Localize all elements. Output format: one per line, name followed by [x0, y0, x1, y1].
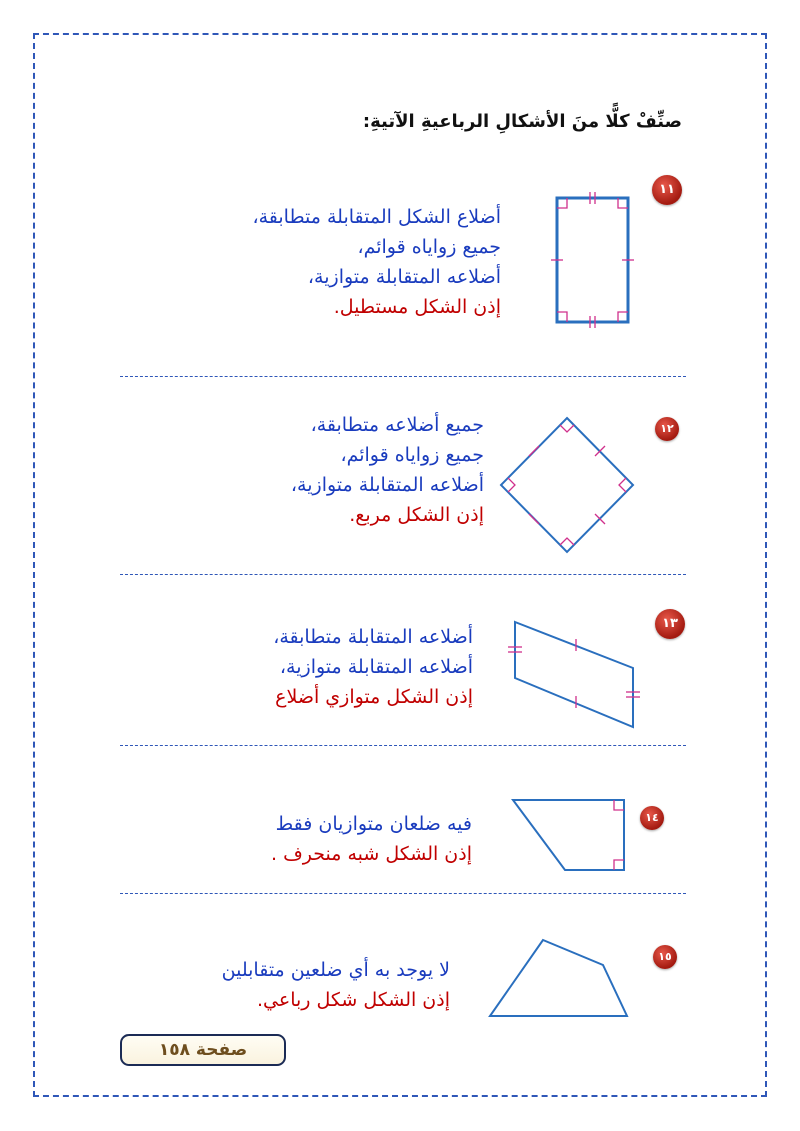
rectangle-figure	[540, 180, 640, 330]
answer-line: جميع أضلاعه متطابقة،	[310, 414, 484, 436]
answer-line: جميع زواياه قوائم،	[340, 444, 484, 466]
exercise-number-badge: ١١	[652, 175, 682, 205]
square-figure	[495, 410, 645, 560]
exercise-number-badge: ١٢	[655, 417, 679, 441]
answer-block	[273, 622, 473, 712]
answer-line: أضلاعه المتقابلة متوازية،	[279, 656, 473, 678]
section-divider	[120, 893, 686, 894]
answer-block	[252, 202, 501, 322]
answer-line: جميع زواياه قوائم،	[357, 236, 501, 258]
exercise-number-badge: ١٥	[653, 945, 677, 969]
answer-conclusion: إذن الشكل متوازي أضلاع	[275, 686, 473, 708]
instruction-heading: صنِّفْ كلًّا منَ الأشكالِ الرباعيةِ الآتيةِ:	[362, 111, 682, 132]
answer-line: لا يوجد به أي ضلعين متقابلين	[221, 959, 450, 981]
section-divider	[120, 574, 686, 575]
answer-block	[291, 410, 484, 530]
exercise-number-badge: ١٣	[655, 609, 685, 639]
quadrilateral-figure	[485, 935, 635, 1020]
page-number-label: صفحة ١٥٨	[120, 1034, 286, 1066]
answer-line: فيه ضلعان متوازيان فقط	[275, 813, 472, 835]
answer-block	[222, 955, 450, 1015]
section-divider	[120, 376, 686, 377]
answer-conclusion: إذن الشكل شبه منحرف .	[271, 843, 472, 865]
answer-conclusion: إذن الشكل شكل رباعي.	[257, 989, 450, 1011]
answer-block	[271, 809, 472, 869]
trapezoid-figure	[505, 795, 635, 880]
answer-line: أضلاعه المتقابلة متوازية،	[307, 266, 501, 288]
parallelogram-figure	[500, 610, 650, 735]
answer-line: أضلاع الشكل المتقابلة متطابقة،	[252, 206, 501, 228]
answer-conclusion: إذن الشكل مربع.	[349, 504, 484, 526]
answer-line: أضلاعه المتقابلة متوازية،	[290, 474, 484, 496]
answer-conclusion: إذن الشكل مستطيل.	[333, 296, 501, 318]
answer-line: أضلاعه المتقابلة متطابقة،	[273, 626, 473, 648]
section-divider	[120, 745, 686, 746]
exercise-number-badge: ١٤	[640, 806, 664, 830]
